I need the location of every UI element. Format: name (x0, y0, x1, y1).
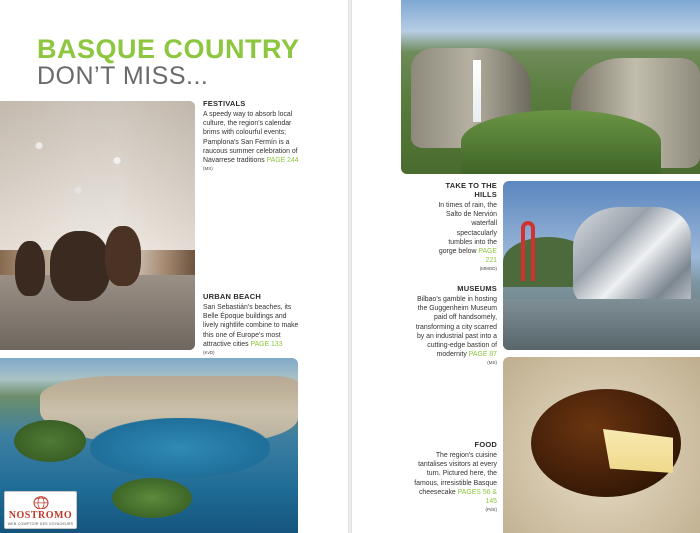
festival-photo (0, 101, 195, 350)
river-shape (503, 299, 700, 350)
festivals-text (203, 110, 301, 165)
urban-beach-page-ref[interactable]: PAGE 133 (250, 340, 283, 348)
museums-credit: (MS) (487, 360, 497, 366)
food-block (414, 440, 497, 512)
waterfall-gorge-photo (401, 0, 700, 174)
guggenheim-photo (503, 181, 700, 350)
museums-page-ref[interactable]: PAGE 87 (468, 351, 497, 359)
food-body: The region’s cuisine tantalises visitors at every turn. Pictured here, the famous, irresistible Basque cheesecake (414, 452, 497, 496)
festivals-credit: (MS) (203, 166, 213, 172)
food-text (414, 451, 497, 506)
festivals-heading: FESTIVALS (203, 99, 246, 108)
hills-text (431, 201, 497, 265)
museums-block (408, 284, 497, 365)
bay-shape (90, 418, 270, 478)
waterfall-shape (473, 60, 481, 122)
bull-shape (105, 226, 141, 286)
museums-heading: MUSEUMS (457, 284, 497, 293)
red-bridge-shape (521, 221, 535, 281)
festivals-block (203, 99, 301, 171)
hills-credit: (MMOD) (479, 266, 497, 272)
hills-body: In times of rain, the Salto de Nervión waterfall spectacularly tumbles into the gorge below (438, 202, 497, 256)
page-title: BASQUE COUNTRY (37, 34, 300, 64)
festival-crowd (0, 101, 195, 250)
hills-heading: TAKE TO THE HILLS (445, 181, 497, 199)
museum-building-shape (573, 207, 691, 307)
take-to-the-hills-block (431, 181, 497, 271)
urban-beach-text (203, 303, 301, 349)
island-shape (14, 420, 86, 462)
bull-shape (15, 241, 45, 296)
book-spine (348, 0, 352, 533)
globe-icon (32, 495, 50, 509)
nostromo-logo (4, 491, 77, 529)
urban-beach-block (203, 292, 301, 355)
page-subtitle: DON’T MISS... (37, 62, 209, 90)
island-shape (112, 478, 192, 518)
cheesecake-photo (503, 357, 700, 533)
bull-shape (50, 231, 110, 301)
hills-page-ref[interactable]: PAGE 221 (478, 248, 497, 265)
festivals-page-ref[interactable]: PAGE 244 (266, 157, 299, 165)
food-credit: (PdS) (485, 507, 497, 513)
valley-shape (461, 110, 661, 174)
festivals-body: A speedy way to absorb local culture, the region’s calendar brims with colourful events; Pamplona’s San Fermín is a raucous summer celebration of Navarrese traditions (203, 111, 298, 165)
urban-beach-credit: (KvD) (203, 350, 215, 356)
urban-beach-body: San Sebastián’s beaches, its Belle Époque buildings and lively nightlife combine to make this one of Europe’s most attractive cities (203, 304, 299, 348)
urban-beach-heading: URBAN BEACH (203, 292, 262, 301)
museums-text (408, 295, 497, 359)
museums-body: Bilbao’s gamble in hosting the Guggenheim Museum paid off handsomely, transforming a city scarred by an industrial past into a cutting-edge bastion of modernity (415, 296, 497, 359)
food-page-ref[interactable]: PAGES 56 & 145 (457, 488, 497, 506)
logo-brand: NOSTROMO (8, 510, 73, 521)
food-heading: FOOD (474, 440, 497, 449)
logo-tagline: WEB COMPTOIR DES VOYAGEURS (7, 522, 74, 526)
